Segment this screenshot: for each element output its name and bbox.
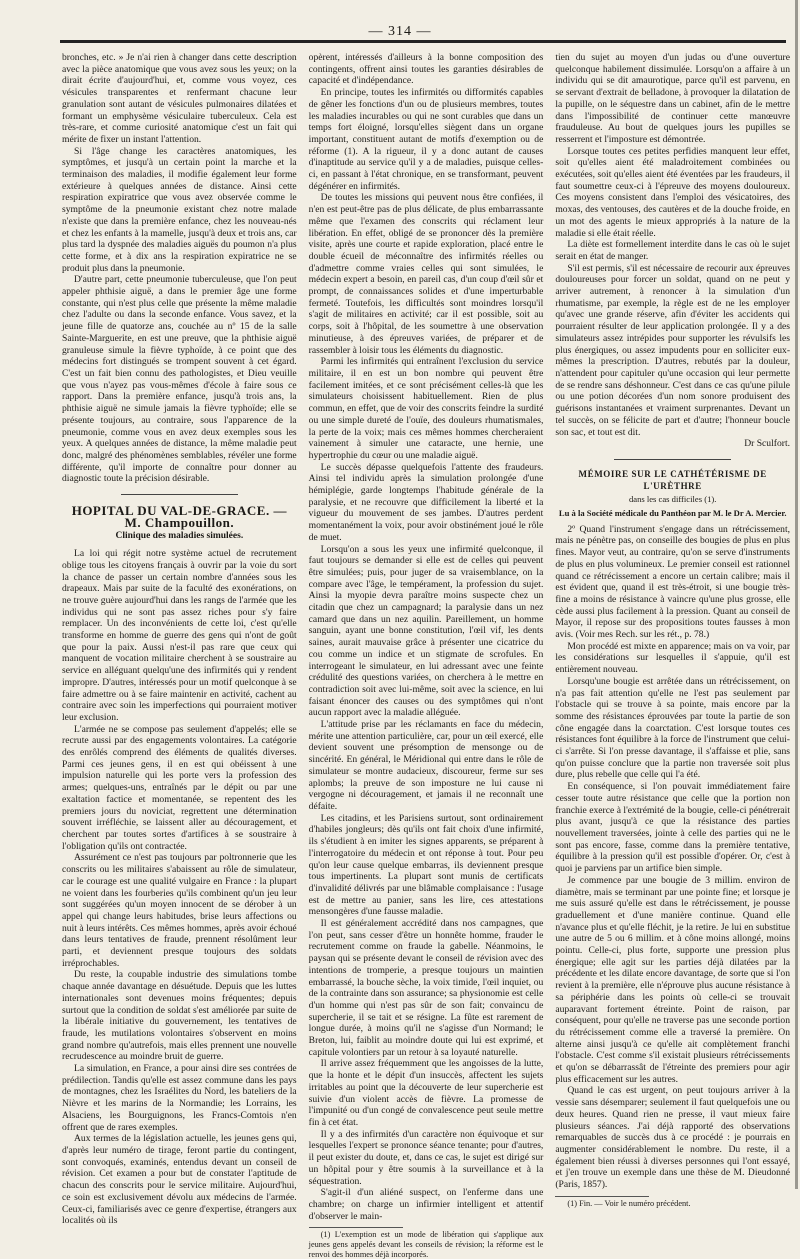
- paragraph: La simulation, en France, a pour ainsi dire ses contrées de prédilection. Tandis qu'elle est assez commune dans les pays de montagnes, chez les Israélites du Nord, les bateliers de la Nièvre et les marins de la Normandie; les Lorrains, les Alsaciens, les Bourguignons, les Francs-Comtois n'en offrent que de rares exemples.: [62, 1063, 297, 1133]
- paragraph: Les citadins, et les Parisiens surtout, sont ordinairement d'habiles jongleurs; dès qu'ils ont fait choix d'une infirmité, ils s'étudient à en imiter les signes apparents, se préparent à l'interrogatoire du médecin et ont réponse à tout. Pour peu qu'on leur cause quelque embarras, ils deviennent presque tous impertinents. La plupart sont munis de certificats d'invalidité délivrés par une blâmable complaisance : l'usage est de mettre au panier, sans les lire, ces attestations mensongères d'une fausse maladie.: [308, 812, 544, 918]
- column-3: [555, 52, 791, 1208]
- paragraph: Il arrive assez fréquemment que les angoisses de la lutte, que la honte et le dépit d'un insuccès, affectent les sujets irritables au point que la découverte de leur supercherie est suivie d'un violent accès de fièvre. La promesse de l'impunité ou d'un congé de convalescence peut seule mettre fin à cet état.: [308, 1058, 544, 1128]
- column-1: [62, 52, 297, 1227]
- section-subtitle: dans les cas difficiles (1).: [628, 494, 717, 505]
- paragraph: Lorsque toutes ces petites perfidies manquent leur effet, soit qu'elles aient été maladroitement combinées ou exécutées, soit qu'elles aient été éventées par les fraudeurs, il faut soumettre ceux-ci à l'épreuve des moyens douloureux. Ces moyens consistent dans l'emploi des vésicatoires, des moxas, des ventouses, des cautères et de la douche froide, en un mot des agents le mieux appropriés à la nature de la maladie si elle était réelle.: [555, 145, 791, 239]
- lecture-note: Lu à la Société médicale du Panthéon par M. le Dr A. Mercier.: [558, 508, 787, 519]
- paragraph: En conséquence, si l'on pouvait immédiatement faire cesser toute autre résistance que celle que la portion non franchie exerce à l'extrémité de la bougie, celle-ci pénétrerait plus avant, jusqu'à ce que la résistance des parties nouvellement traversées, jointe à celle des parties qui ne le sont pas encore, fasse, comme dans la première tentative, équilibre à la pression qu'il est possible d'opérer. Or, c'est à quoi je parviens par un artifice bien simple.: [555, 781, 791, 875]
- footnote: (1) L'exemption est un mode de libération qui s'applique aux jeunes gens appelés devant les conseils de révision; la réforme est le renvoi des hommes déjà incorporés.: [308, 1230, 544, 1259]
- paragraph: La loi qui régit notre système actuel de recrutement oblige tous les citoyens français à ouvrir par la voie du sort la chance de passer un certain nombre d'années sous les drapeaux. Mais par suite de la faculté des exonérations, on ne trouve guère aujourd'hui dans les rangs de l'armée que les individus qui ne sont pas assez riches pour s'y faire remplacer. Un des inconvénients de cette loi, c'est qu'elle transforme en homme de guerre des gens qui n'ont de goût que pour la paix. Aussi n'est-il pas rare que ceux qui manquent de vocation militaire cherchent à se soustraire au service en alléguant quelqu'une des infirmités qui y rendent impropre. D'autres, intéressés pour un motif quelconque à se faire admettre ou à se faire maintenir en activité, cachent au contraire avec soin les imperfections qui pourraient motiver leur exclusion.: [62, 548, 297, 723]
- page-number: — 314 —: [368, 24, 432, 39]
- paragraph: Si l'âge change les caractères anatomiques, les symptômes, et jusqu'à un certain point la marche et la terminaison des maladies, il modifie également leur forme extérieure à quelques années de distance. Ainsi cette respiration expiratrice que vous avez observée comme le symptôme de la pneumonie existant chez notre malade n'existe que dans la première enfance, chez les nouveau-nés et chez les enfants à la mamelle, jusqu'à deux et trois ans, car plus tard la dyspnée des maladies aiguës du poumon n'a plus cette forme, et à dix ans la respiration expiratrice ne se produit plus dans la pneumonie.: [62, 145, 297, 274]
- paragraph: Mon procédé est mixte en apparence; mais on va voir, par les considérations sur lesquelles il s'appuie, qu'il est entièrement nouveau.: [555, 640, 791, 676]
- footnote-rule: [309, 1227, 403, 1228]
- paragraph: opèrent, intéressés d'ailleurs à la bonne composition des contingents, offrent ainsi toutes les garanties désirables de capacité et d'indépendance.: [308, 52, 544, 87]
- page-edge: [795, 0, 798, 1189]
- section-divider: [555, 454, 790, 464]
- paragraph: L'armée ne se compose pas seulement d'appelés; elle se recrute aussi par des engagements volontaires. La catégorie des enrôlés comprend des éléments de qualités diverses. Parmi ces jeunes gens, il en est qui obéissent à une impulsion naturelle qui les porte vers la profession des armes; quelques-uns, entraînés par le dépit ou par une exaltation factice et momentanée, se repentent des les premiers jours du noviciat, regrettent une détermination souvent irréfléchie, se laissent aller au découragement, et cherchent par toutes sortes d'artifices à se soustraire à l'obligation qu'ils ont contractée.: [62, 723, 297, 852]
- paragraph: Il y a des infirmités d'un caractère non équivoque et sur lesquelles l'expert se prononce séance tenante; pour d'autres, il peut exister du doute, et, dans ce cas, le sujet est dirigé sur un hôpital pour y être soumis à la surveillance et à la séquestration.: [308, 1128, 544, 1187]
- paragraph: Lorsqu'on a sous les yeux une infirmité quelconque, il faut toujours se demander si elle est de celles qui peuvent être simulées; puis, pour juger de sa vraisemblance, on la compare avec l'âge, le tempérament, la profession du sujet. Ainsi la myopie devra paraître moins suspecte chez un citadin que chez un campagnard; la paralysie dans un nez camard que dans un nez aquilin. Pareillement, un homme sanguin, ayant une bonne constitution, l'œil vif, les dents saines, aurait mauvaise grâce à présenter une cicatrice du cou comme un indice et un stigmate de scrofules. En interrogeant le simulateur, en lui adressant avec une feinte crédulité des questions variées, on cherchera à le mettre en contradiction soit avec lui-même, soit avec la science, en lui faisant énoncer des causes ou des symptômes qui n'ont aucun rapport avec la maladie alléguée.: [308, 543, 544, 719]
- paragraph: En principe, toutes les infirmités ou difformités capables de gêner les fonctions d'un ou de plusieurs membres, toutes les maladies incurables ou qui ne sont curables que dans un temps fort éloigné, lorsqu'elles siègent dans un organe important, constituent autant de motifs d'exemption ou de réforme (1). A la rigueur, il y a donc autant de causes d'inaptitude au service qu'il y a de maladies, puisque celles-ci, en passant à l'état chronique, en se transformant, peuvent dégénérer en infirmités.: [308, 87, 544, 192]
- paragraph: D'autre part, cette pneumonie tuberculeuse, que l'on peut appeler phthisie aiguë, a dans le premier âge une forme constante, qui n'est plus celle que présente la même maladie chez l'adulte ou dans la seconde enfance. Vous savez, et la jeune fille de quatorze ans, couchée au nº 15 de la salle Sainte-Marguerite, en est une preuve, que la phthisie aiguë granuleuse simule la fièvre typhoïde, à ce point que des médecins fort distingués se trompent souvent à cet égard. C'est un fait bien connu des pathologistes, et Dieu veuille que vous n'ayez pas vous-mêmes d'école à faire sous ce rapport. Dans la première enfance, jusqu'à trois ans, la phthisie aiguë ne simule jamais la fièvre typhoïde; elle se présente toujours, au contraire, sous l'apparence de la pneumonie, comme vous en avez deux exemples sous les yeux. A quelques années de distance, la même maladie peut donc, malgré des phénomènes semblables, révéler une forme différente, qu'il importe de connaître pour donner au diagnostic toute la précision désirable.: [62, 274, 297, 485]
- paragraph: S'il est permis, s'il est nécessaire de recourir aux épreuves douloureuses pour forcer un soldat, quand on ne peut y arriver autrement, à renoncer à la simulation d'un rhumatisme, par exemple, la règle est de ne les employer qu'avec une grande réserve, afin d'éviter les accidents qui pourraient résulter de leur application prolongée. Il y a des simulateurs assez intrépides pour supporter les révulsifs les plus énergiques, ou assez impudents pour en solliciter eux-mêmes la prescription. D'autres, rebutés par la douleur, n'attendent pour capituler qu'une occasion qui leur permette de se rendre sans déshonneur. C'est dans ce cas qu'une pilule ou une potion décorées d'un nom sonore produisent des guérisons instantanées et vraiment surprenantes. Devant un tel succès, on se félicite de part et d'autre; l'honneur boucle son sac, et tout est dit.: [555, 262, 791, 438]
- column-2: [308, 52, 544, 1259]
- section-subtitle: Clinique des maladies simulées.: [115, 531, 244, 542]
- paragraph: S'agit-il d'un aliéné suspect, on l'enferme dans une chambre; on charge un infirmier intelligent et attentif d'observer le main-: [308, 1187, 544, 1222]
- paragraph: Quand le cas est urgent, on peut toujours arriver à la vessie sans désemparer; seulement il faut quelquefois une ou deux heures. Quand rien ne presse, il vaut mieux faire plusieurs séances. J'ai déjà rapporté des observations remarquables de succès dus à ce procédé : je pourrais en augmenter considérablement le nombre. Du reste, il a également bien réussi à diverses personnes qui l'ont essayé, et j'en trouve un exemple dans une thèse de M. Dieudonné (Paris, 1857).: [555, 1085, 791, 1191]
- paragraph: Le succès dépasse quelquefois l'attente des fraudeurs. Ainsi tel individu après la simulation prolongée d'une hémiplégie, garde longtemps l'habitude générale de la paralysie, et ne recouvre que difficilement la liberté et la vigueur du mouvement de ses jambes. D'autres perdent momentanément la voix, pour avoir obstinément joué le rôle de muet.: [308, 461, 544, 543]
- paragraph: Je commence par une bougie de 3 millim. environ de diamètre, mais se terminant par une pointe fine; et lorsque je me suis assuré qu'elle est dans le rétrécissement, je pousse graduellement et d'une manière continue. Quand elle n'avance plus et qu'elle fléchit, je la retire. Je lui en substitue une autre de 5 ou 6 millim. et à cône moins allongé, moins pointu. Celle-ci, plus forte, supporte une pression plus énergique; elle agit sur les parties déjà dilatées par la précédente et les dilate encore davantage, de sorte que si l'on revient à la première, elle n'éprouve plus aucune résistance à sa périphérie dans les points où celle-ci se trouvait auparavant fortement étreinte. Point de raison, par conséquent, pour qu'elle ne traverse pas une seconde portion du rétrécissement comme elle a traversé la première. On alterne ainsi jusqu'à ce qu'elle ait complètement franchi l'obstacle. C'est comme s'il existait plusieurs rétrécissements et qu'on se débarrassât de l'étreinte des premiers pour agir plus efficacement sur les autres.: [555, 874, 791, 1085]
- section-title: HOPITAL DU VAL-DE-GRACE. — M. Champouillon.: [71, 503, 287, 530]
- paragraph: Aux termes de la législation actuelle, les jeunes gens qui, d'après leur numéro de tirage, feront partie du contingent, sont convoqués, examinés, entendus devant un conseil de révision. Cet examen a pour but de constater l'aptitude de chacun des conscrits pour le service militaire. Aujourd'hui, ce soin est exclusivement dévolu aux médecins de l'armée. Ceux-ci, familiarisés avec ce genre d'expertise, étrangers aux localités où ils: [62, 1133, 297, 1227]
- paragraph: De toutes les missions qui peuvent nous être confiées, il n'en est peut-être pas de plus délicate, de plus embarrassante même que l'examen des conscrits qui réclament leur libération. En effet, obligé de se prononcer dès la première visite, après une courte et rapide exploration, placé entre le double écueil de méconnaître des infirmités réelles ou d'admettre comme vraies celles qui sont simulées, le médecin expert a besoin, en pareil cas, d'un coup d'œil sûr et prompt, de connaissances solides et d'une imperturbable fermeté. Toutefois, les difficultés sont moindres lorsqu'il s'agit de militaires en activité; car il est possible, soit au corps, soit à l'hôpital, de les soumettre à une observation minutieuse, à des épreuves variées, de préparer et de rassembler à loisir tous les éléments du diagnostic.: [308, 192, 544, 356]
- paragraph: Parmi les infirmités qui entraînent l'exclusion du service militaire, il en est un bon nombre qui peuvent être facilement imitées, et ce sont précisément celles-là que les simulateurs choisissent habituellement. Rien de plus commun, en effet, que de voir des conscrits feindre la surdité ou une simple dureté de l'ouïe, des douleurs rhumatismales, la perte de la voix; mais ces mêmes hommes chercheraient vainement à simuler une cataracte, une hernie, une hypertrophie du cœur ou une maladie aiguë.: [308, 356, 544, 461]
- footnote-rule: [555, 1196, 649, 1197]
- paragraph: La diète est formellement interdite dans le cas où le sujet serait en état de manger.: [555, 239, 791, 262]
- header-rule: [60, 40, 786, 43]
- paragraph: Du reste, la coupable industrie des simulations tombe chaque année davantage en désuétude. Depuis que les luttes internationales sont devenues moins fréquentes; depuis surtout que la condition de soldat s'est améliorée par suite de la libérale initiative du gouvernement, les tentatives de fraude, les mutilations volontaires s'observent en moins grand nombre qu'autrefois, mais elles prennent une nouvelle recrudescence au moindre bruit de guerre.: [62, 969, 297, 1063]
- section-divider: [62, 489, 297, 499]
- paragraph: tien du sujet au moyen d'un judas ou d'une ouverture quelconque habilement dissimulée. Lorsqu'on a affaire à un individu qui se dit amaurotique, parce qu'il est parvenu, en se servant d'extrait de belladone, à provoquer la dilatation de la pupille, on le séquestre dans un cabinet, afin de le mettre dans l'impossibilité de continuer cette manœuvre frauduleuse. Au bout de quelques jours les pupilles se resserrent et l'imposture est démontrée.: [555, 52, 791, 145]
- footnote: (1) Fin. — Voir le numéro précédent.: [567, 1198, 691, 1208]
- paragraph: Il est généralement accrédité dans nos campagnes, que l'on peut, sans cesser d'être un honnête homme, frauder le recrutement comme on fraude la gabelle. Néanmoins, le paysan qui se présente devant le conseil de révision avec des intentions de tromperie, a presque toujours un maintien embarrassé, la bouche sèche, la voix timide, l'œil inquiet, ou de la contrainte dans son assurance; sa physionomie est celle d'un homme qui n'est pas sûr de son fait; convaincu de supercherie, il se tait et se résigne. La fûte est rarement de longue durée, à moins qu'il ne s'agisse d'un Normand; le Breton, lui, faiblit au moindre doute qui lui est exprimé, et capitule volontiers par un retour à sa loyauté naturelle.: [308, 918, 544, 1058]
- paragraph: Assurément ce n'est pas toujours par poltronnerie que les conscrits ou les militaires s'abaissent au rôle de simulateur, car le courage est une qualité vulgaire en France : la plupart ne voient dans les fourberies qu'ils combinent qu'un jeu leur sont suggérées qu'un moyen innocent de se dérober à un appel qui change leurs habitudes, brise leurs affections ou nuit à leurs intérêts. Ces mêmes hommes, après avoir échoué dans leurs tentatives de fraude, prennent résolûment leur parti, et deviennent presque toujours des soldats irréprochables.: [62, 852, 297, 969]
- paragraph: L'attitude prise par les réclamants en face du médecin, mérite une attention particulière, car, pour un œil exercé, elle devient souvent une présomption de mensonge ou de sincérité. En général, le Méridional qui entre dans le rôle de simulateur se montre audacieux, discoureur, ferme sur ses aplombs; la preuve de son imposture ne lui cause ni vergogne ni découragement, et jamais il ne reconnaît une défaite.: [308, 719, 544, 812]
- columns: [62, 52, 791, 1259]
- paragraph: Lorsqu'une bougie est arrêtée dans un rétrécissement, on n'a pas fait attention qu'elle ne l'est pas seulement par l'obstacle qui se trouve à sa pointe, mais encore par la somme des résistances éprouvées par toute la partie de son cône engagée dans la coarctation. C'est lorsque toutes ces résistances font équilibre à la force de l'instrument que celui-ci s'arrête. Si l'on presse davantage, il s'affaisse et plie, sans qu'on puisse conclure que la partie non traversée soit plus dure, plus rebelle que celle qui l'a été.: [555, 675, 791, 781]
- signature: Dr Sculfort.: [744, 438, 791, 450]
- paragraph: bronches, etc. » Je n'ai rien à changer dans cette description avec la pièce anatomique que vous avez sous les yeux; on la dirait écrite d'aujourd'hui, et, comme vous voyez, ces vésicules transparentes et renfermant chacune leur granulation sont autant de vésicules pulmonaires dilatées et formant un emphysème vésiculaire tuberculeux. Cela est très-rare, et comme curiosité anatomique c'est un fait qui mérite de fixer un instant l'attention.: [62, 52, 297, 145]
- paragraph: 2º Quand l'instrument s'engage dans un rétrécissement, mais ne pénètre pas, on conseille des bougies de plus en plus fines. Mayor veut, au contraire, qu'on se serve d'instruments de plus en plus volumineux. Le premier conseil est rationnel quand ce rétrécissement a encore un certain calibre; mais il est évident que, quand il est très-étroit, si une bougie très-fine a moins de résistance à vaincre qu'une plus grosse, elle cède aussi plus facilement à la pression. Quant au conseil de Mayor, il repose sur des propositions toutes fausses à mon avis. (Voir mes Rech. sur les rét., p. 78.): [555, 523, 791, 641]
- section-title: MÉMOIRE SUR LE CATHÉTÉRISME DE L'URÈTHRE: [578, 468, 767, 491]
